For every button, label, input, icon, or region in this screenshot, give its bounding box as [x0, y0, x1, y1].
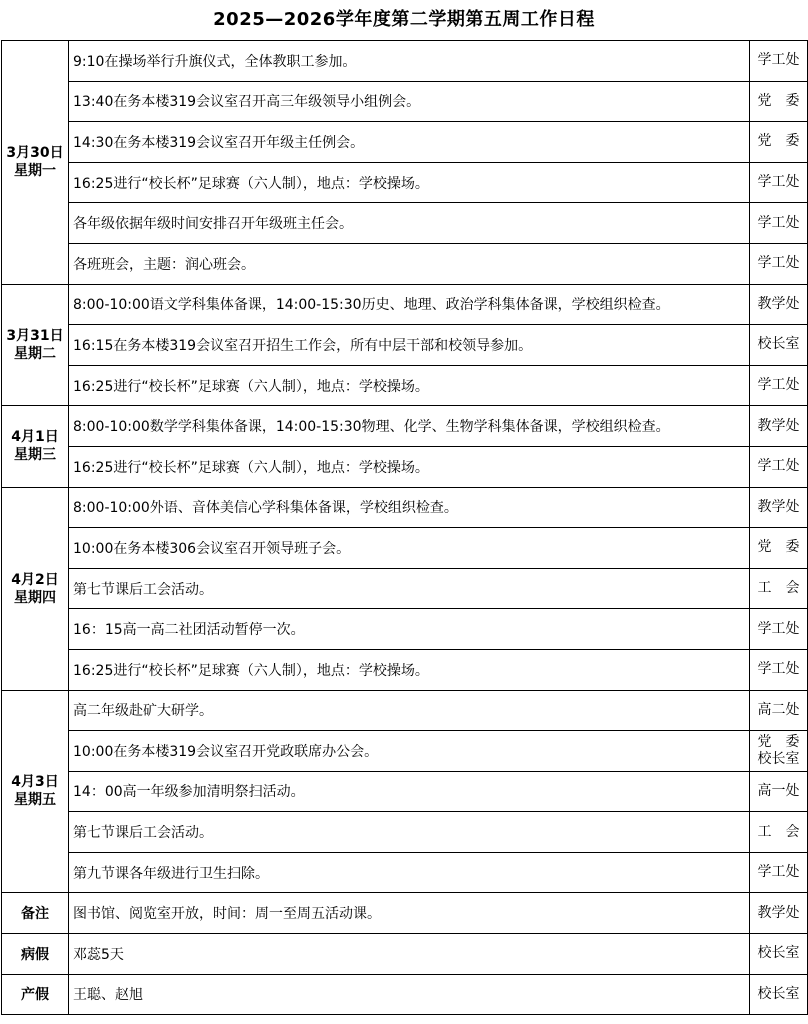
note-text: 图书馆、阅览室开放，时间：周一至周五活动课。: [69, 893, 750, 934]
schedule-row: [2, 284, 808, 325]
schedule-row: [2, 568, 808, 609]
department-cell: 教学处: [750, 487, 808, 528]
schedule-item: 第九节课各年级进行卫生扫除。: [69, 852, 750, 893]
schedule-item: 高二年级赴矿大研学。: [69, 690, 750, 731]
note-row: [2, 974, 808, 1015]
day-date: 4月2日: [11, 571, 59, 588]
schedule-row: [2, 203, 808, 244]
schedule-row: [2, 812, 808, 853]
schedule-row: [2, 487, 808, 528]
department-cell: 教学处: [750, 406, 808, 447]
department-cell: 学工处: [750, 852, 808, 893]
department-cell: 学工处: [750, 243, 808, 284]
department-cell: 教学处: [750, 893, 808, 934]
note-label: 病假: [2, 934, 69, 975]
department-cell: 工 会: [750, 812, 808, 853]
schedule-row: [2, 162, 808, 203]
note-row: [2, 893, 808, 934]
schedule-row: [2, 446, 808, 487]
department-cell: 校长室: [750, 934, 808, 975]
day-cell: [2, 487, 69, 690]
department-cell: 校长室: [750, 974, 808, 1015]
department-cell: 党 委: [750, 81, 808, 122]
department-cell: 学工处: [750, 609, 808, 650]
schedule-item: 13:40在务本楼319会议室召开高三年级领导小组例会。: [69, 81, 750, 122]
note-label: 备注: [2, 893, 69, 934]
schedule-item: 14:30在务本楼319会议室召开年级主任例会。: [69, 122, 750, 163]
schedule-item: 16:25进行“校长杯”足球赛（六人制），地点：学校操场。: [69, 162, 750, 203]
schedule-row: [2, 81, 808, 122]
department-cell: 教学处: [750, 284, 808, 325]
note-text: 王聪、赵旭: [69, 974, 750, 1015]
department-cell: 高二处: [750, 690, 808, 731]
department-cell: 党 委 校长室: [750, 731, 808, 772]
schedule-item: 第七节课后工会活动。: [69, 568, 750, 609]
day-date: 3月30日: [6, 145, 64, 162]
schedule-row: [2, 243, 808, 284]
day-cell: [2, 690, 69, 893]
department-cell: 工 会: [750, 568, 808, 609]
schedule-row: [2, 528, 808, 569]
schedule-item: 各年级依据年级时间安排召开年级班主任会。: [69, 203, 750, 244]
department-cell: 党 委: [750, 122, 808, 163]
department-cell: 学工处: [750, 162, 808, 203]
department-cell: 高一处: [750, 771, 808, 812]
department-cell: 校长室: [750, 325, 808, 366]
schedule-item: 各班班会，主题：润心班会。: [69, 243, 750, 284]
day-date: 3月31日: [6, 327, 64, 344]
schedule-item: 9:10在操场举行升旗仪式，全体教职工参加。: [69, 41, 750, 82]
schedule-row: [2, 609, 808, 650]
schedule-item: 8:00-10:00外语、音体美信心学科集体备课，学校组织检查。: [69, 487, 750, 528]
department-cell: 学工处: [750, 365, 808, 406]
schedule-row: [2, 41, 808, 82]
day-weekday: 星期四: [14, 589, 56, 606]
day-cell: [2, 284, 69, 406]
schedule-table: [1, 40, 808, 1015]
day-cell: [2, 406, 69, 487]
schedule-item: 16:25进行“校长杯”足球赛（六人制），地点：学校操场。: [69, 446, 750, 487]
department-cell: 学工处: [750, 41, 808, 82]
schedule-item: 10:00在务本楼319会议室召开党政联席办公会。: [69, 731, 750, 772]
day-weekday: 星期三: [14, 447, 56, 464]
day-date: 4月3日: [11, 774, 59, 791]
schedule-row: [2, 325, 808, 366]
note-text: 邓蕊5天: [69, 934, 750, 975]
schedule-row: [2, 771, 808, 812]
schedule-item: 16:15在务本楼319会议室召开招生工作会，所有中层干部和校领导参加。: [69, 325, 750, 366]
schedule-row: [2, 690, 808, 731]
schedule-item: 16:25进行“校长杯”足球赛（六人制），地点：学校操场。: [69, 649, 750, 690]
day-weekday: 星期二: [14, 345, 56, 362]
department-cell: 学工处: [750, 649, 808, 690]
schedule-item: 8:00-10:00数学学科集体备课，14:00-15:30物理、化学、生物学科集体备课，学校组织检查。: [69, 406, 750, 447]
day-weekday: 星期五: [14, 792, 56, 809]
schedule-row: [2, 649, 808, 690]
day-cell: [2, 41, 69, 285]
note-label: 产假: [2, 974, 69, 1015]
schedule-body: [2, 41, 808, 1015]
schedule-row: [2, 406, 808, 447]
schedule-item: 第七节课后工会活动。: [69, 812, 750, 853]
schedule-row: [2, 122, 808, 163]
schedule-item: 16:25进行“校长杯”足球赛（六人制），地点：学校操场。: [69, 365, 750, 406]
department-cell: 学工处: [750, 203, 808, 244]
schedule-item: 16：15高一高二社团活动暂停一次。: [69, 609, 750, 650]
department-cell: 党 委: [750, 528, 808, 569]
schedule-item: 14：00高一年级参加清明祭扫活动。: [69, 771, 750, 812]
schedule-row: [2, 365, 808, 406]
schedule-row: [2, 731, 808, 772]
day-weekday: 星期一: [14, 163, 56, 180]
page-title: 2025—2026学年度第二学期第五周工作日程: [213, 9, 595, 30]
schedule-item: 8:00-10:00语文学科集体备课，14:00-15:30历史、地理、政治学科集体备课，学校组织检查。: [69, 284, 750, 325]
schedule-row: [2, 852, 808, 893]
day-date: 4月1日: [11, 429, 59, 446]
note-row: [2, 934, 808, 975]
schedule-item: 10:00在务本楼306会议室召开领导班子会。: [69, 528, 750, 569]
department-cell: 学工处: [750, 446, 808, 487]
